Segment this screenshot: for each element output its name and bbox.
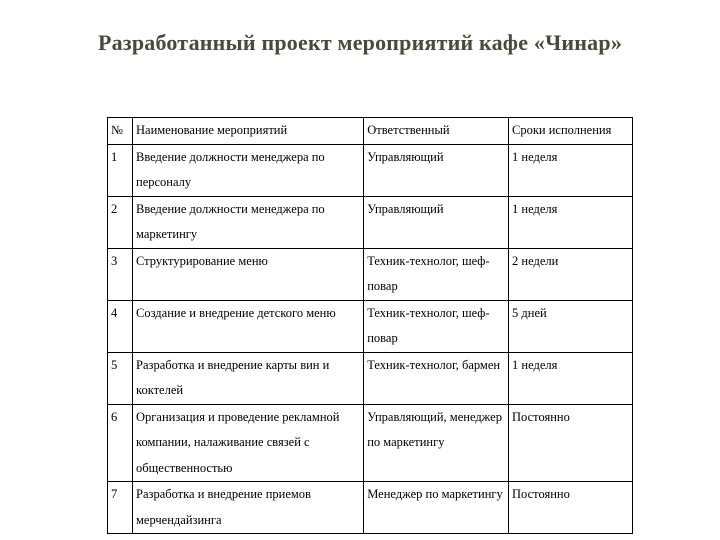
row-event-name: Введение должности менеджера по персоналу [133,144,364,196]
row-number: 5 [108,352,133,404]
row-responsible: Управляющий, менеджер по маркетингу [364,404,509,482]
row-responsible: Техник-технолог, шеф-повар [364,300,509,352]
row-event-name: Разработка и внедрение карты вин и коктелей [133,352,364,404]
header-name: Наименование мероприятий [133,118,364,145]
row-number: 4 [108,300,133,352]
row-event-name: Создание и внедрение детского меню [133,300,364,352]
row-deadline: Постоянно [509,404,633,482]
table-row [108,144,633,196]
row-number: 6 [108,404,133,482]
row-number: 1 [108,144,133,196]
row-responsible: Техник-технолог, шеф-повар [364,248,509,300]
row-event-name: Организация и проведение рекламной компании, налаживание связей с общественностью [133,404,364,482]
table-row [108,482,633,534]
row-responsible: Техник-технолог, бармен [364,352,509,404]
page-title: Разработанный проект мероприятий кафе «Чинар» [97,30,623,55]
row-deadline: 1 неделя [509,196,633,248]
row-number: 7 [108,482,133,534]
row-number: 2 [108,196,133,248]
row-deadline: 1 неделя [509,352,633,404]
row-deadline: 2 недели [509,248,633,300]
row-deadline: 5 дней [509,300,633,352]
table-row [108,352,633,404]
events-table [107,117,633,534]
row-event-name: Структурирование меню [133,248,364,300]
header-responsible: Ответственный [364,118,509,145]
header-number: № [108,118,133,145]
row-event-name: Разработка и внедрение приемов мерчендайзинга [133,482,364,534]
row-deadline: 1 неделя [509,144,633,196]
row-event-name: Введение должности менеджера по маркетингу [133,196,364,248]
row-deadline: Постоянно [509,482,633,534]
table-row [108,404,633,482]
table-row [108,248,633,300]
header-deadline: Сроки исполнения [509,118,633,145]
table-row [108,300,633,352]
row-responsible: Менеджер по маркетингу [364,482,509,534]
row-number: 3 [108,248,133,300]
table-header-row [108,118,633,145]
row-responsible: Управляющий [364,196,509,248]
row-responsible: Управляющий [364,144,509,196]
table-row [108,196,633,248]
